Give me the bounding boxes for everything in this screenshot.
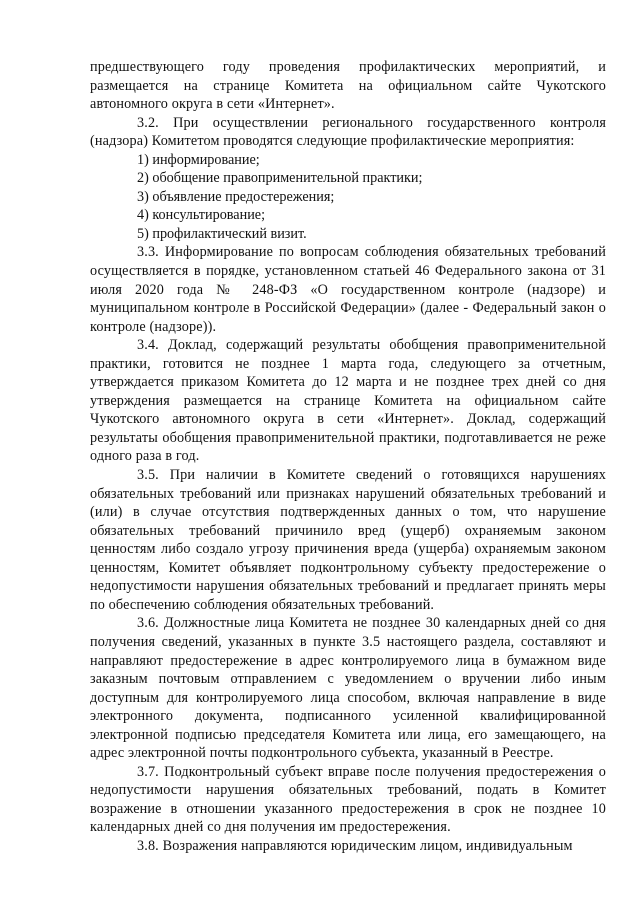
paragraph-3-5: 3.5. При наличии в Комитете сведений о готовящихся нарушениях обязательных требований или признаках нарушений обязательных требований и (или) в случае отсутствия подтвержденных данных о том, что нарушение обязательных требований причинило вред (ущерб) охраняемым законом ценностям либо создало угрозу причинения вреда (ущерба) охраняемым законом ценностям, Комитет объявляет подконтрольному субъекту предостережение о недопустимости нарушения обязательных требований и предлагает принять меры по обеспечению соблюдения обязательных требований. [90, 467, 606, 613]
paragraph-3-6: 3.6. Должностные лица Комитета не позднее 30 календарных дней со дня получения сведений, указанных в пункте 3.5 настоящего раздела, составляют и направляют предостережение в адрес контролируемого лица в бумажном виде заказным почтовым отправлением с уведомлением о вручении либо иным доступным для контролируемого лица способом, включая направление в виде электронного документа, подписанного усиленной квалифицированной электронной подписью председателя Комитета или лица, его замещающего, на адрес электронной почты подконтрольного субъекта, указанный в Реестре. [90, 615, 606, 762]
list-item: 3) объявление предостережения; [137, 188, 335, 205]
list-item: 2) обобщение правоприменительной практики; [137, 170, 423, 187]
paragraph-3-4: 3.4. Доклад, содержащий результаты обобщения правоприменительной практики, готовится не позднее 1 марта года, следующего за отчетным, утверждается приказом Комитета до 12 марта и не позднее трех дней со дня утверждения размещается на странице Комитета на официальном сайте Чукотского автономного округа в сети «Интернет». Доклад, содержащий результаты обобщения правоприменительной практики, подготавливается не реже одного раза в год. [90, 337, 606, 465]
list-item: 4) консультирование; [137, 207, 266, 224]
paragraph-3-2: 3.2. При осуществлении регионального государственного контроля (надзора) Комитетом проводятся следующие профилактические мероприятия: [90, 114, 606, 150]
list-item: 1) информирование; [137, 151, 260, 168]
paragraph-3-3: 3.3. Информирование по вопросам соблюдения обязательных требований осуществляется в порядке, установленном статьей 46 Федерального закона от 31 июля 2020 года № 248-ФЗ «О государственном контроле (надзоре) и муниципальном контроле в Российской Федерации» (далее - Федеральный закон о контроле (надзоре)). [90, 244, 606, 335]
list-item: 5) профилактический визит. [137, 225, 307, 242]
paragraph-3-8: 3.8. Возражения направляются юридическим лицом, индивидуальным [137, 837, 573, 854]
paragraph-continuation: предшествующего году проведения профилактических мероприятий, и размещается на странице Комитета на официальном сайте Чукотского автономного округа в сети «Интернет». [90, 59, 606, 113]
paragraph-3-7: 3.7. Подконтрольный субъект вправе после получения предостережения о недопустимости нарушения обязательных требований, подать в Комитет возражение в отношении указанного предостережения в срок не позднее 10 календарных дней со дня получения им предостережения. [90, 763, 606, 836]
